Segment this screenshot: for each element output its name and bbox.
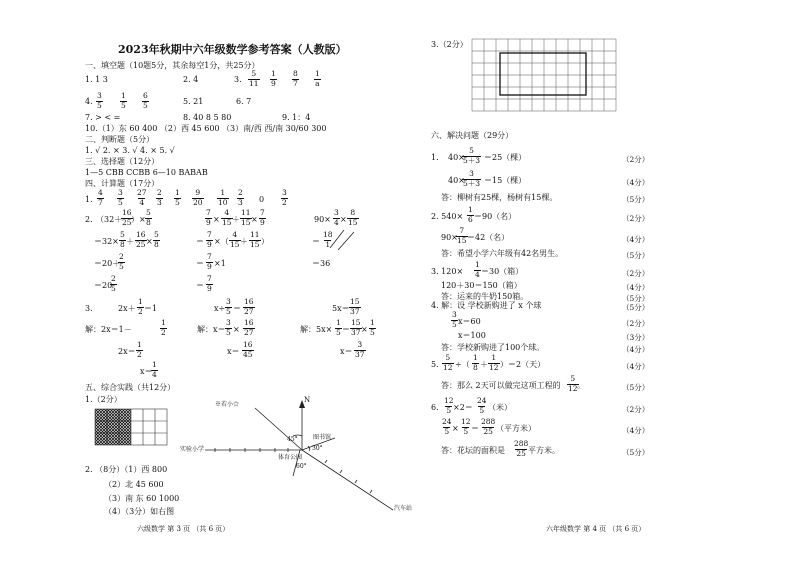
fraction: 288 25 <box>514 439 529 458</box>
expr: ）× <box>131 215 146 224</box>
expr: ＝ <box>196 281 204 290</box>
fraction: 11 15 <box>241 208 251 227</box>
answer-8: 8. 40 8 5 80 <box>183 113 232 122</box>
fraction: 7 9 <box>260 208 265 227</box>
expr: ×1 <box>214 259 226 268</box>
expr: x＝ <box>340 347 353 356</box>
answer-text: 答：运来的牛奶150箱。 <box>441 292 529 301</box>
answer-5: 5. 21 <box>183 97 204 106</box>
practice-2-line1: 2. （8分）（1）西 800 <box>85 465 168 474</box>
answer-text: 答：柳树有25棵，杨树有15棵。 <box>441 193 558 202</box>
points: （4分） <box>622 426 650 435</box>
fraction: 12 5 <box>444 396 454 415</box>
expr: ＝42（名） <box>467 233 510 242</box>
problem-2-expr: 2. 540× <box>431 212 464 221</box>
expr: x＝ <box>227 347 240 356</box>
fraction: 5 11 <box>249 69 259 88</box>
practice-2-line4: （4）（3分）如右图 <box>104 507 175 516</box>
expr: × <box>146 237 153 246</box>
fraction: 5 5＋3 <box>463 146 481 165</box>
answer-7: 7. > < = <box>85 113 121 122</box>
expr: 解：2x＝1－ <box>85 325 132 334</box>
fraction: 27 4 <box>137 188 147 207</box>
fraction: 9 20 <box>193 188 203 207</box>
problem-5-label: 5. <box>431 360 439 369</box>
fraction: 16 25 <box>136 230 146 249</box>
points: （5分） <box>622 294 650 303</box>
expr: ＝ <box>471 424 479 433</box>
points: （2分） <box>622 405 650 414</box>
fraction: 1 5 <box>121 91 126 110</box>
problem-4-setup: 4. 解：设 学校新购进了 x 个球 <box>431 301 542 310</box>
expr: 平方米。 <box>528 446 560 455</box>
fraction: 1 6 <box>468 205 473 224</box>
expr: ＝25（棵） <box>484 153 527 162</box>
map-label: 实验小学 <box>180 446 205 453</box>
answer-4-label: 4. <box>85 97 93 106</box>
calc-3-label: 3. <box>85 304 93 313</box>
expr: 90× <box>441 233 458 242</box>
fraction: 16 25 <box>122 208 132 227</box>
expr: 2x＝ <box>118 347 136 356</box>
fraction: 1 4 <box>475 260 480 279</box>
section-1-heading: 一、填空题（10题5分，其余每空1分，共25分） <box>85 61 260 70</box>
points: （5分） <box>622 383 650 392</box>
fraction: 18 1 <box>323 230 333 249</box>
section-5-heading: 五、综合实践（共12分） <box>85 383 176 392</box>
answer-6: 6. 7 <box>236 97 252 106</box>
problem-1-label: 1. <box>431 153 439 162</box>
fraction: 1 12 <box>489 353 499 372</box>
expr: 。 <box>577 381 585 390</box>
map-label: 体育公园 <box>278 454 303 461</box>
points: （4分） <box>622 345 650 354</box>
fraction: 2 3 <box>238 188 243 207</box>
shaded-grid-figure <box>95 409 167 445</box>
fraction: 11 15 <box>250 230 260 249</box>
north-label: N <box>304 396 311 404</box>
expr: ＝20＋ <box>94 259 121 268</box>
practice-2-line3: （3）南 东 60 1000 <box>104 494 180 503</box>
fraction: 24 5 <box>477 396 487 415</box>
points: （2分） <box>622 319 650 328</box>
answer-10: 10.（1）东 60 400 （2）西 45 600 （3）南/西 西/南 30/60 300 <box>85 124 327 133</box>
fraction: 16 45 <box>243 340 253 359</box>
section-2-heading: 二、判断题（5分） <box>85 135 155 144</box>
fraction: 1 a <box>315 69 320 88</box>
page-title: 2023年秋期中六年级数学参考答案（人教版） <box>118 43 347 56</box>
expr: ＝32× <box>94 237 119 246</box>
answer-3-label: 3. <box>234 75 242 84</box>
angle-label: 30° <box>312 445 323 452</box>
expr: × <box>213 215 220 224</box>
expr: ＋ <box>240 237 248 246</box>
expr: ＝1 <box>144 304 158 313</box>
points: （5分） <box>622 448 650 457</box>
drawing-grid <box>472 39 618 112</box>
expr: × <box>251 215 258 224</box>
fraction: 6 5 <box>143 91 148 110</box>
points: （5分） <box>622 251 650 260</box>
expr: 2x＋ <box>118 304 136 313</box>
fraction: 3 5＋3 <box>463 169 481 188</box>
fraction: 12 5 <box>461 417 471 436</box>
expr: ＝ <box>233 304 241 313</box>
expr: × <box>452 424 459 433</box>
expr: 解：5x× <box>300 325 333 334</box>
fraction: 1 8 <box>473 353 478 372</box>
fraction: 1 5 <box>175 188 180 207</box>
footer-left: 六级数学 第 3 页 （共 6 页） <box>137 525 230 533</box>
problem-6-label: 6. <box>431 403 439 412</box>
fraction: 4 15 <box>230 230 240 249</box>
calc-1-label: 1. <box>85 195 93 204</box>
fraction: 1 4 <box>152 360 157 379</box>
fraction: 3 5 <box>452 310 457 329</box>
section-6-heading: 六、解决问题（29分） <box>431 131 514 140</box>
answer-2: 2. 4 <box>183 75 199 84</box>
fraction: 7 9 <box>207 230 212 249</box>
fraction: 7 9 <box>207 252 212 271</box>
points: （4分） <box>622 283 650 292</box>
answer-text: 答：希望小学六年级有42名男生。 <box>441 249 564 258</box>
fraction: 4 15 <box>222 208 232 227</box>
map-label: 图书馆 <box>313 434 332 441</box>
expr: ＝ <box>312 237 320 246</box>
section-4-heading: 四、计算题（17分） <box>85 179 160 188</box>
calc-2-label: 2. <box>85 215 93 224</box>
fraction: 15 37 <box>350 297 360 316</box>
expr: ×（ <box>214 237 229 246</box>
fraction: 1 2 <box>137 340 142 359</box>
expr: 90× <box>314 215 331 224</box>
expr: （32＋ <box>96 215 123 224</box>
points: （5分） <box>622 303 650 312</box>
expr: ＝ <box>196 259 204 268</box>
expr: x＝60 <box>458 317 481 326</box>
fraction: 7 15 <box>457 226 467 245</box>
expr: ＋ <box>480 360 488 369</box>
fraction: 1 5 <box>370 318 375 337</box>
section-3-answers: 1—5 CBB CCBB 6—10 BABAB <box>85 168 208 177</box>
fraction: 1 2 <box>138 297 143 316</box>
points: （4分） <box>622 362 650 371</box>
expr: × <box>233 325 240 334</box>
expr: ＝90（名） <box>474 212 517 221</box>
expr: （米） <box>488 403 512 412</box>
points: （2分） <box>622 269 650 278</box>
answer-9: 9. 1：4 <box>282 113 311 122</box>
expr: 40× <box>448 153 465 162</box>
expr: 5x＝ <box>332 304 350 313</box>
expr: × <box>340 215 347 224</box>
points: （5分） <box>622 195 650 204</box>
expr: x＝100 <box>458 331 486 340</box>
fraction: 4 7 <box>98 188 103 207</box>
points: （4分） <box>622 235 650 244</box>
fraction: 1 10 <box>218 188 228 207</box>
map-label: 汽车站 <box>394 505 413 512</box>
fraction: 3 5 <box>118 188 123 207</box>
expr: × <box>361 325 368 334</box>
fraction: 7 9 <box>206 208 211 227</box>
fraction: 7 9 <box>207 274 212 293</box>
expr: ＝20 <box>94 281 113 290</box>
fraction: 3 37 <box>355 340 365 359</box>
problem-3-expr: 3. 120× <box>431 267 464 276</box>
fraction: 1 2 <box>161 318 166 337</box>
practice-3-label: 3.（2分） <box>431 40 468 49</box>
fraction: 8 15 <box>348 208 358 227</box>
fraction: 3 5 <box>226 297 231 316</box>
fraction: 288 25 <box>481 417 496 436</box>
fraction: 2 3 <box>157 188 162 207</box>
fraction: 3 4 <box>334 208 339 227</box>
fraction: 3 5 <box>97 91 102 110</box>
expr: 40× <box>448 176 465 185</box>
expr: ） <box>261 237 269 246</box>
expr: ÷（ <box>455 360 470 369</box>
practice-1-label: 1.（2分） <box>85 395 122 404</box>
expr: 120＋30＝150（箱） <box>441 281 522 290</box>
answer-text: 答：花坛的面积是 <box>441 446 505 455</box>
fraction: 24 5 <box>442 417 452 436</box>
expr: ＝ <box>196 237 204 246</box>
expr: ＝36 <box>312 259 331 268</box>
expr: ）＝2（天） <box>500 360 546 369</box>
expr: x＝ <box>140 367 153 376</box>
points: （2分） <box>622 214 650 223</box>
expr: ＝ <box>342 325 350 334</box>
expr: ＋ <box>126 237 134 246</box>
angle-label: 60° <box>296 463 307 470</box>
section-3-heading: 三、选择题（12分） <box>85 157 160 166</box>
expr: x÷ <box>214 304 226 313</box>
fraction: 1 5 <box>336 318 341 337</box>
expr: （平方米） <box>496 424 536 433</box>
fraction: 5 8 <box>154 230 159 249</box>
practice-2-line2: （2）北 45 600 <box>104 480 164 489</box>
footer-right: 六年级数学 第 4 页 （共 6 页） <box>546 525 646 533</box>
fraction: 2 5 <box>119 252 124 271</box>
answer-text: 答：那么 2天可以做完这项工程的 <box>441 381 561 390</box>
expr: ＝30（箱） <box>481 267 524 276</box>
fraction: 8 7 <box>293 69 298 88</box>
fraction: 16 27 <box>244 318 254 337</box>
points: （4分） <box>622 178 650 187</box>
expr: ×2＝ <box>453 403 473 412</box>
fraction: 5 8 <box>120 230 125 249</box>
fraction: 5 8 <box>146 208 151 227</box>
expr: ＋ <box>232 215 240 224</box>
fraction: 1 9 <box>271 69 276 88</box>
fraction: 2 5 <box>111 274 116 293</box>
section-2-answers: 1. √ 2. × 3. √ 4. × 5. √ <box>85 146 175 155</box>
answer-text: 答：学校新购进了100个球。 <box>441 343 545 352</box>
fraction: 15 37 <box>351 318 361 337</box>
fraction: 16 27 <box>244 297 254 316</box>
fraction: 5 12 <box>443 353 453 372</box>
points: （2分） <box>622 155 650 164</box>
fraction: 3 2 <box>282 188 287 207</box>
angle-label: 45° <box>287 436 298 443</box>
cancellation-marks <box>322 224 362 254</box>
expr: 解：x＝ <box>197 325 226 334</box>
map-label: ※若小☆ <box>215 401 240 408</box>
points: （3分） <box>622 333 650 342</box>
calc-1-zero: 0 <box>259 195 265 204</box>
fraction: 3 5 <box>226 318 231 337</box>
expr: ＝15（棵） <box>484 176 527 185</box>
answer-1: 1. 1 3 <box>85 75 108 84</box>
fraction: 5 12 <box>568 374 578 393</box>
